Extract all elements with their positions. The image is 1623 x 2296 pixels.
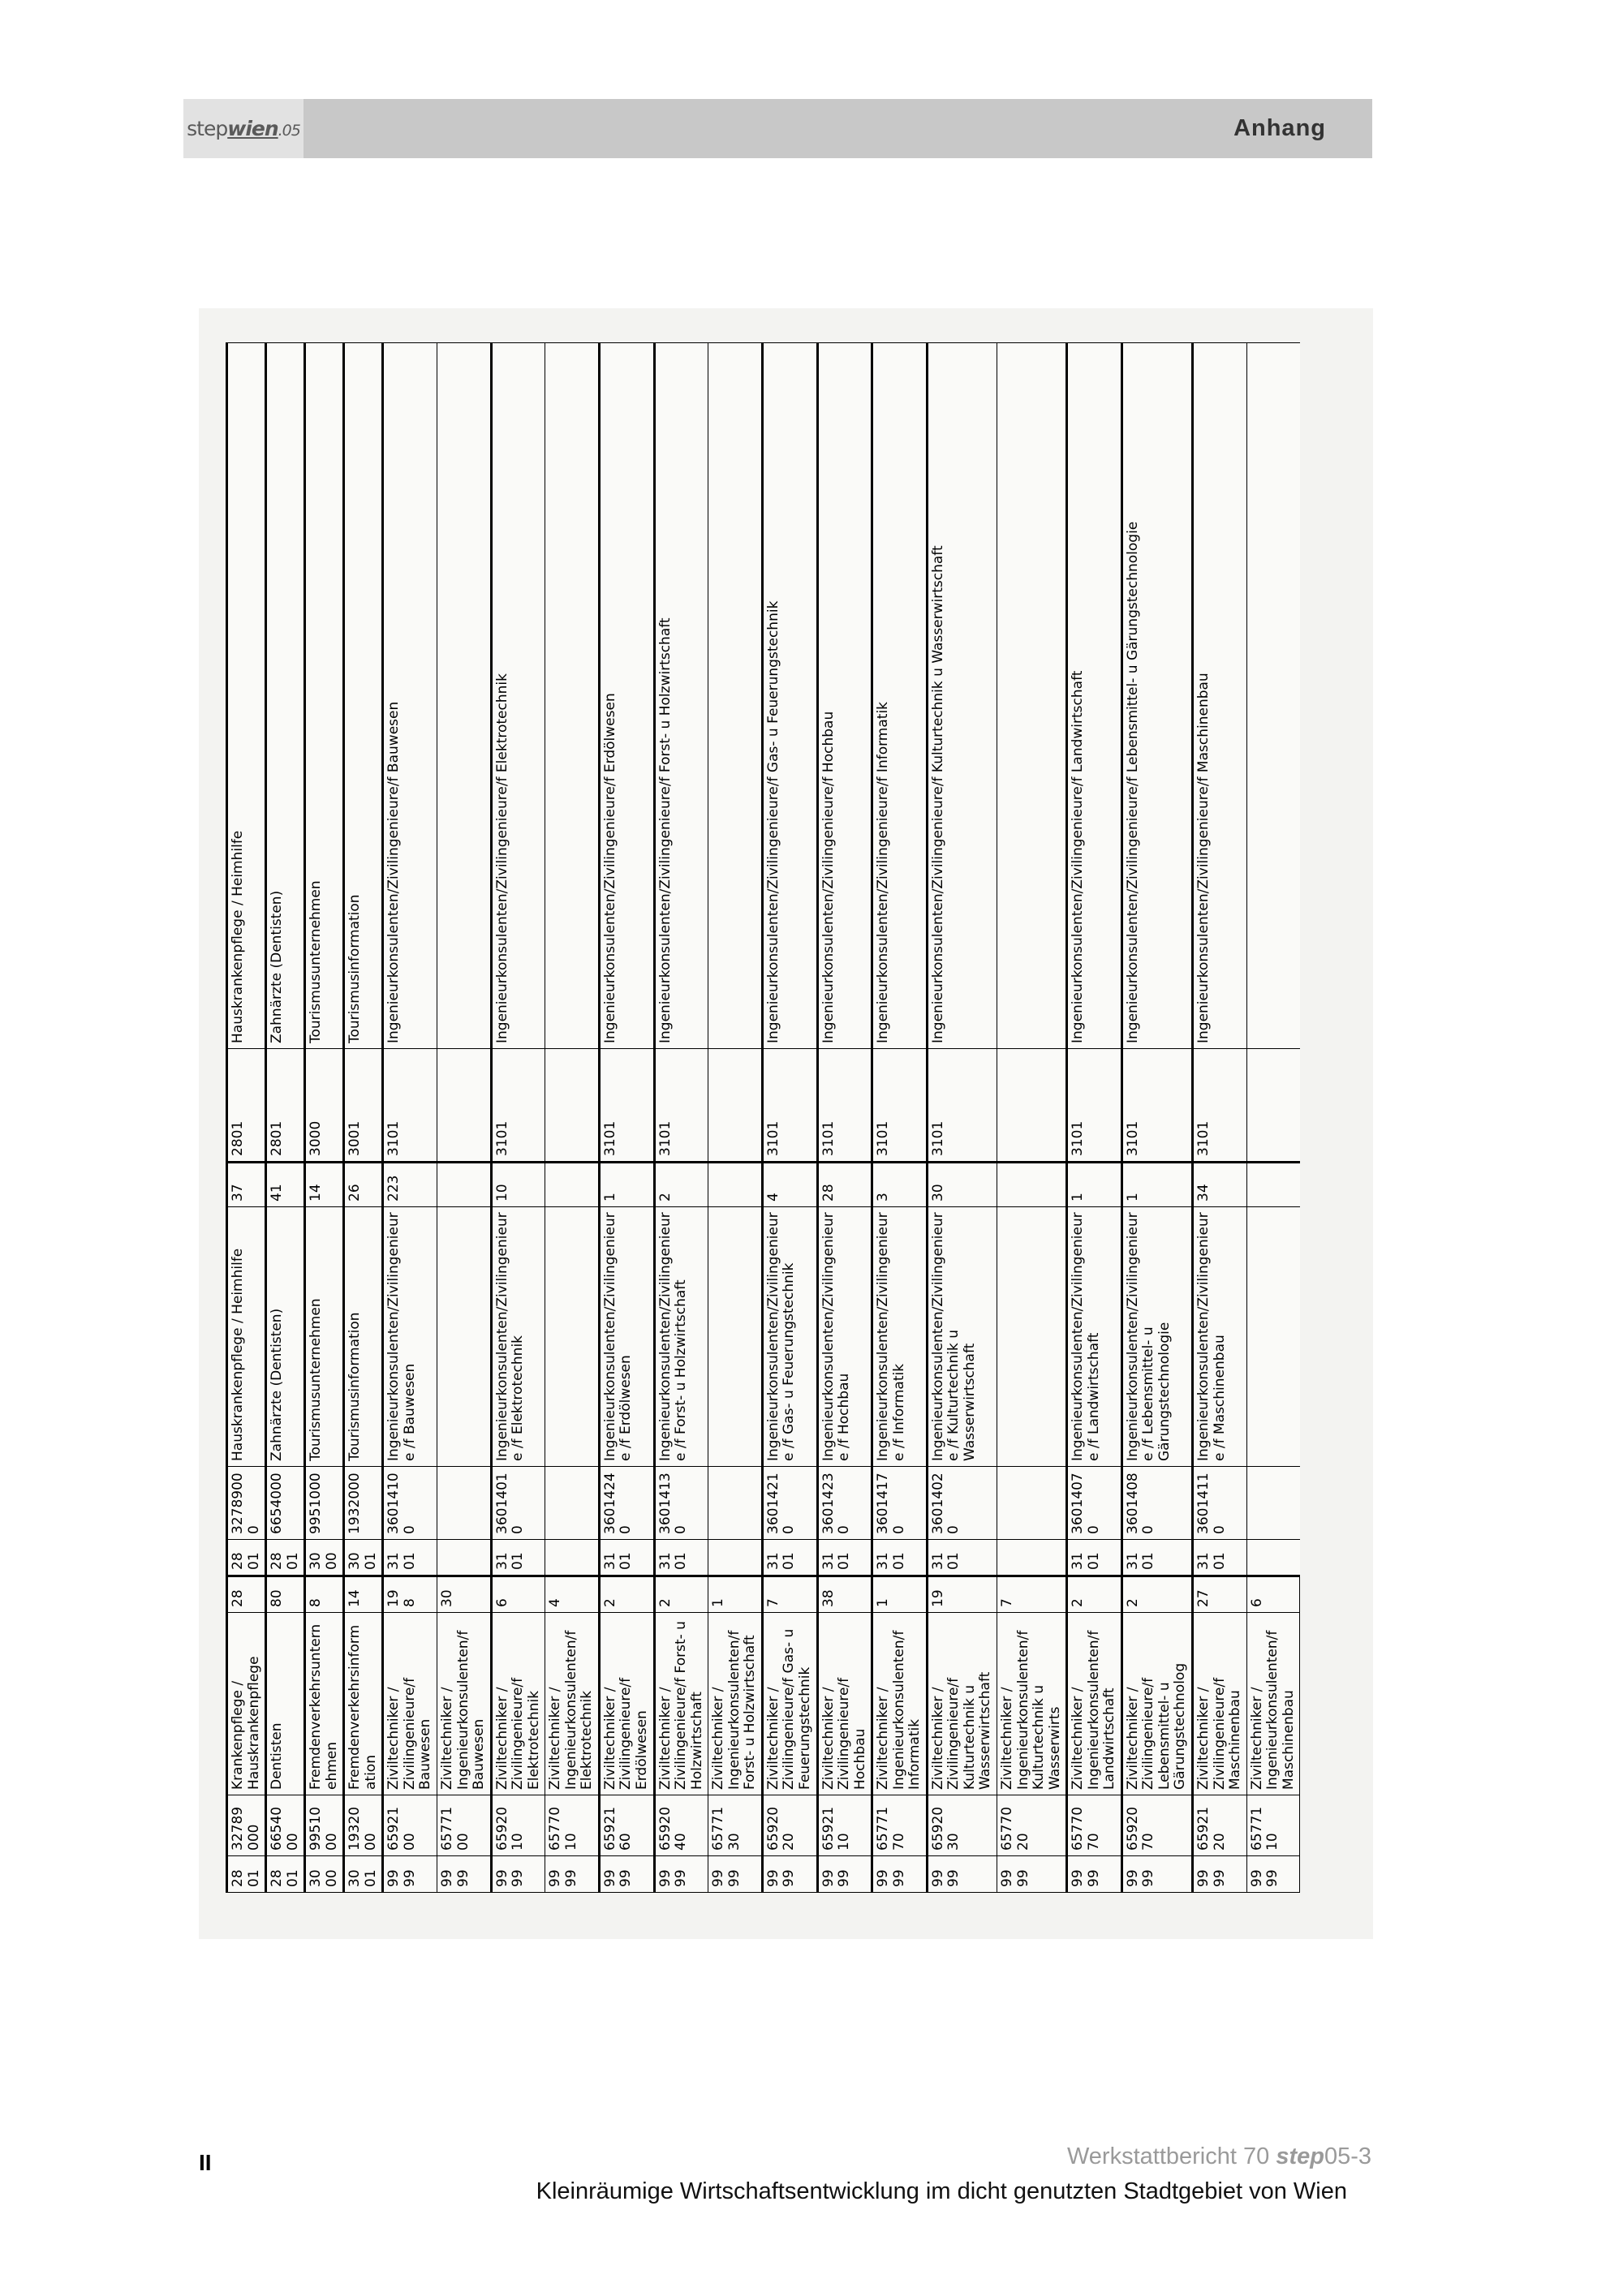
table-cell-c1: 9999 <box>997 1856 1066 1893</box>
table-cell-c5: 3101 <box>1192 1540 1246 1576</box>
logo-version: .05 <box>278 122 300 140</box>
table-cell-c9: 3101 <box>872 1049 928 1163</box>
table-cell-c7: Ingenieurkonsulenten/Zivilingenieure /f Informatik <box>872 1207 928 1467</box>
table-cell-c10: Hauskrankenpflege / Heimhilfe <box>227 343 266 1049</box>
table-cell-c9: 3101 <box>817 1049 872 1163</box>
table-cell-c8: 1 <box>1067 1163 1122 1207</box>
table-cell-c6: 36014080 <box>1121 1467 1192 1540</box>
logo-step: step <box>187 117 228 140</box>
table-cell-c4: 2 <box>599 1576 654 1613</box>
table-cell-c8 <box>437 1163 492 1207</box>
table-cell-c5 <box>1246 1540 1300 1576</box>
table-cell-c2: 6592120 <box>1192 1795 1246 1856</box>
table-row <box>872 343 928 1893</box>
table-cell-c4: 2 <box>1067 1576 1122 1613</box>
table-cell-c4: 6 <box>491 1576 545 1613</box>
table-cell-c5 <box>997 1540 1066 1576</box>
table-cell-c5: 3101 <box>872 1540 928 1576</box>
table-cell-c5: 2801 <box>227 1540 266 1576</box>
table-cell-c3: Ziviltechniker / Zivilingenieure/f Erdölwesen <box>599 1613 654 1795</box>
table-cell-c7: Ingenieurkonsulenten/Zivilingenieure /f Forst- u Holzwirtschaft <box>654 1207 708 1467</box>
table-cell-c1: 3001 <box>344 1856 383 1893</box>
table-cell-c3: Ziviltechniker / Ingenieurkonsulenten/f Elektrotechnik <box>545 1613 600 1795</box>
data-table <box>226 342 1300 1893</box>
table-cell-c2: 6577170 <box>872 1795 928 1856</box>
table-cell-c9: 3101 <box>654 1049 708 1163</box>
table-cell-c4: 2 <box>654 1576 708 1613</box>
table-cell-c5: 3001 <box>344 1540 383 1576</box>
report-step: step <box>1276 2143 1324 2169</box>
table-cell-c4: 6 <box>1246 1576 1300 1613</box>
table-cell-c7 <box>997 1207 1066 1467</box>
table-row <box>1246 343 1300 1893</box>
table-cell-c10: Ingenieurkonsulenten/Zivilingenieure/f Gas- u Feuerungstechnik <box>762 343 817 1049</box>
table-row <box>491 343 545 1893</box>
table-cell-c10 <box>1246 343 1300 1049</box>
table-cell-c10: Ingenieurkonsulenten/Zivilingenieure/f Kulturtechnik u Wasserwirtschaft <box>927 343 997 1049</box>
logo-text <box>187 117 300 140</box>
table-cell-c3: Ziviltechniker / Zivilingenieure/f Gas- u Feuerungstechnik <box>762 1613 817 1795</box>
table-cell-c2: 6577130 <box>708 1795 763 1856</box>
footer-report-line <box>1067 2143 1371 2170</box>
table-cell-c1: 9999 <box>437 1856 492 1893</box>
table-row <box>383 343 437 1893</box>
table-cell-c3: Krankenpflege / Hauskrankenpflege <box>227 1613 266 1795</box>
table-cell-c8: 4 <box>762 1163 817 1207</box>
page-number: II <box>199 2150 212 2175</box>
table-cell-c2: 6577110 <box>1246 1795 1300 1856</box>
table-cell-c10: Ingenieurkonsulenten/Zivilingenieure/f Elektrotechnik <box>491 343 545 1049</box>
table-row <box>227 343 266 1893</box>
table-row <box>1192 343 1246 1893</box>
table-cell-c2: 9951000 <box>305 1795 344 1856</box>
table-cell-c5: 3101 <box>762 1540 817 1576</box>
table-cell-c6 <box>708 1467 763 1540</box>
table-cell-c2: 32789000 <box>227 1795 266 1856</box>
table-cell-c7 <box>545 1207 600 1467</box>
table-cell-c8: 26 <box>344 1163 383 1207</box>
table-cell-c2: 6592020 <box>762 1795 817 1856</box>
table-cell-c3: Fremdenverkehrsunternehmen <box>305 1613 344 1795</box>
table-cell-c10 <box>997 343 1066 1049</box>
table-cell-c1: 9999 <box>1121 1856 1192 1893</box>
table-cell-c4: 4 <box>545 1576 600 1613</box>
table-cell-c9: 3101 <box>1192 1049 1246 1163</box>
table-cell-c5: 3101 <box>491 1540 545 1576</box>
table-cell-c3: Fremdenverkehrsinformation <box>344 1613 383 1795</box>
table-cell-c10: Ingenieurkonsulenten/Zivilingenieure/f Maschinenbau <box>1192 343 1246 1049</box>
table-row <box>654 343 708 1893</box>
table-cell-c6: 36014210 <box>762 1467 817 1540</box>
table-cell-c9: 3101 <box>1067 1049 1122 1163</box>
table-cell-c2: 6592100 <box>383 1795 437 1856</box>
table-cell-c1: 9999 <box>817 1856 872 1893</box>
table-cell-c4: 28 <box>227 1576 266 1613</box>
table-cell-c2: 1932000 <box>344 1795 383 1856</box>
rotated-table-frame <box>221 338 1373 1896</box>
table-cell-c6 <box>545 1467 600 1540</box>
table-cell-c7: Ingenieurkonsulenten/Zivilingenieure /f Maschinenbau <box>1192 1207 1246 1467</box>
table-cell-c6: 36014070 <box>1067 1467 1122 1540</box>
table-cell-c6: 1932000 <box>344 1467 383 1540</box>
table-cell-c10: Ingenieurkonsulenten/Zivilingenieure/f Forst- u Holzwirtschaft <box>654 343 708 1049</box>
table-cell-c10: Ingenieurkonsulenten/Zivilingenieure/f Bauwesen <box>383 343 437 1049</box>
table-cell-c1: 9999 <box>1246 1856 1300 1893</box>
table-cell-c10 <box>708 343 763 1049</box>
table-cell-c5 <box>437 1540 492 1576</box>
table-cell-c6: 6654000 <box>266 1467 305 1540</box>
table-cell-c2: 6592040 <box>654 1795 708 1856</box>
table-cell-c3: Ziviltechniker / Zivilingenieure/f Maschinenbau <box>1192 1613 1246 1795</box>
table-row <box>344 343 383 1893</box>
table-row <box>545 343 600 1893</box>
table-cell-c7: Ingenieurkonsulenten/Zivilingenieure /f Kulturtechnik u Wasserwirtschaft <box>927 1207 997 1467</box>
table-cell-c7: Ingenieurkonsulenten/Zivilingenieure /f Gas- u Feuerungstechnik <box>762 1207 817 1467</box>
table-cell-c4: 30 <box>437 1576 492 1613</box>
table-cell-c3: Dentisten <box>266 1613 305 1795</box>
table-cell-c8: 223 <box>383 1163 437 1207</box>
table-cell-c9: 3101 <box>383 1049 437 1163</box>
table-cell-c4: 38 <box>817 1576 872 1613</box>
table-cell-c8: 34 <box>1192 1163 1246 1207</box>
table-cell-c8: 37 <box>227 1163 266 1207</box>
table-cell-c1: 3000 <box>305 1856 344 1893</box>
table-cell-c2: 6577100 <box>437 1795 492 1856</box>
table-cell-c4: 7 <box>762 1576 817 1613</box>
table-cell-c8 <box>708 1163 763 1207</box>
table-cell-c9 <box>1246 1049 1300 1163</box>
table-cell-c6: 36014170 <box>872 1467 928 1540</box>
table-row <box>762 343 817 1893</box>
table-cell-c4: 8 <box>305 1576 344 1613</box>
stepwien-logo <box>183 99 304 158</box>
table-row <box>305 343 344 1893</box>
table-row <box>927 343 997 1893</box>
table-cell-c7 <box>1246 1207 1300 1467</box>
table-cell-c10: Ingenieurkonsulenten/Zivilingenieure/f Erdölwesen <box>599 343 654 1049</box>
table-cell-c3: Ziviltechniker / Ingenieurkonsulenten/f Kulturtechnik u Wasserwirts <box>997 1613 1066 1795</box>
table-cell-c9 <box>997 1049 1066 1163</box>
table-cell-c3: Ziviltechniker / Zivilingenieure/f Bauwesen <box>383 1613 437 1795</box>
table-cell-c8: 3 <box>872 1163 928 1207</box>
table-cell-c2: 6577070 <box>1067 1795 1122 1856</box>
table-cell-c10: Ingenieurkonsulenten/Zivilingenieure/f Informatik <box>872 343 928 1049</box>
table-cell-c2: 6654000 <box>266 1795 305 1856</box>
table-cell-c1: 9999 <box>762 1856 817 1893</box>
table-cell-c7: Hauskrankenpflege / Heimhilfe <box>227 1207 266 1467</box>
table-cell-c8 <box>997 1163 1066 1207</box>
table-row <box>1067 343 1122 1893</box>
footer-title: Kleinräumige Wirtschaftsentwicklung im dicht genutzten Stadtgebiet von Wien <box>536 2178 1347 2204</box>
table-cell-c1: 9999 <box>654 1856 708 1893</box>
table-cell-c4: 7 <box>997 1576 1066 1613</box>
table-cell-c7 <box>708 1207 763 1467</box>
table-cell-c1: 9999 <box>545 1856 600 1893</box>
table-cell-c8: 1 <box>599 1163 654 1207</box>
table-cell-c8: 41 <box>266 1163 305 1207</box>
table-cell-c6: 36014240 <box>599 1467 654 1540</box>
table-cell-c8: 28 <box>817 1163 872 1207</box>
table-cell-c6 <box>437 1467 492 1540</box>
table-cell-c7: Ingenieurkonsulenten/Zivilingenieure /f Erdölwesen <box>599 1207 654 1467</box>
table-cell-c6: 36014230 <box>817 1467 872 1540</box>
table-cell-c10: Tourismusinformation <box>344 343 383 1049</box>
table-cell-c8: 1 <box>1121 1163 1192 1207</box>
table-cell-c2: 6592070 <box>1121 1795 1192 1856</box>
table-cell-c5: 3101 <box>599 1540 654 1576</box>
table-row <box>997 343 1066 1893</box>
table-cell-c1: 9999 <box>491 1856 545 1893</box>
table-cell-c3: Ziviltechniker / Zivilingenieure/f Hochbau <box>817 1613 872 1795</box>
table-cell-c1: 9999 <box>599 1856 654 1893</box>
table-row <box>1121 343 1192 1893</box>
table-cell-c7: Ingenieurkonsulenten/Zivilingenieure /f Hochbau <box>817 1207 872 1467</box>
table-cell-c4: 14 <box>344 1576 383 1613</box>
table-cell-c10: Ingenieurkonsulenten/Zivilingenieure/f Landwirtschaft <box>1067 343 1122 1049</box>
table-cell-c3: Ziviltechniker / Ingenieurkonsulenten/f Landwirtschaft <box>1067 1613 1122 1795</box>
table-cell-c1: 2801 <box>266 1856 305 1893</box>
table-cell-c5: 3000 <box>305 1540 344 1576</box>
table-cell-c6: 36014110 <box>1192 1467 1246 1540</box>
table-cell-c9: 3101 <box>1121 1049 1192 1163</box>
table-cell-c5: 3101 <box>1067 1540 1122 1576</box>
table-cell-c5 <box>545 1540 600 1576</box>
table-cell-c8: 14 <box>305 1163 344 1207</box>
table-cell-c5: 3101 <box>1121 1540 1192 1576</box>
table-cell-c7: Ingenieurkonsulenten/Zivilingenieure /f Bauwesen <box>383 1207 437 1467</box>
rotated-table-content <box>221 338 1373 1896</box>
table-cell-c3: Ziviltechniker / Zivilingenieure/f Forst- u Holzwirtschaft <box>654 1613 708 1795</box>
table-cell-c9: 3101 <box>927 1049 997 1163</box>
table-cell-c3: Ziviltechniker / Ingenieurkonsulenten/f Maschinenbau <box>1246 1613 1300 1795</box>
table-cell-c1: 9999 <box>872 1856 928 1893</box>
table-cell-c7: Zahnärzte (Dentisten) <box>266 1207 305 1467</box>
table-row <box>708 343 763 1893</box>
report-suffix: 05-3 <box>1324 2143 1371 2169</box>
table-cell-c9: 3001 <box>344 1049 383 1163</box>
table-row <box>599 343 654 1893</box>
table-body <box>227 343 1300 1893</box>
table-cell-c3: Ziviltechniker / Ingenieurkonsulenten/f Informatik <box>872 1613 928 1795</box>
table-cell-c4: 1 <box>872 1576 928 1613</box>
table-cell-c9: 3101 <box>762 1049 817 1163</box>
table-cell-c7: Ingenieurkonsulenten/Zivilingenieure /f Elektrotechnik <box>491 1207 545 1467</box>
table-cell-c8: 2 <box>654 1163 708 1207</box>
table-cell-c9: 3000 <box>305 1049 344 1163</box>
table-cell-c4: 1 <box>708 1576 763 1613</box>
table-cell-c7: Tourismusunternehmen <box>305 1207 344 1467</box>
table-cell-c10: Ingenieurkonsulenten/Zivilingenieure/f Lebensmittel- u Gärungstechnologie <box>1121 343 1192 1049</box>
table-cell-c5: 3101 <box>654 1540 708 1576</box>
table-cell-c7: Tourismusinformation <box>344 1207 383 1467</box>
table-cell-c9 <box>545 1049 600 1163</box>
table-cell-c9: 2801 <box>227 1049 266 1163</box>
table-cell-c4: 198 <box>383 1576 437 1613</box>
table-cell-c2: 6592010 <box>491 1795 545 1856</box>
table-cell-c1: 2801 <box>227 1856 266 1893</box>
table-cell-c6: 36014100 <box>383 1467 437 1540</box>
table-cell-c8: 10 <box>491 1163 545 1207</box>
table-cell-c6 <box>997 1467 1066 1540</box>
table-cell-c2: 6592030 <box>927 1795 997 1856</box>
table-cell-c10 <box>545 343 600 1049</box>
table-row <box>817 343 872 1893</box>
table-cell-c9: 3101 <box>491 1049 545 1163</box>
table-cell-c2: 6577010 <box>545 1795 600 1856</box>
table-cell-c2: 6592110 <box>817 1795 872 1856</box>
table-cell-c4: 19 <box>927 1576 997 1613</box>
logo-wien: wien <box>227 117 278 140</box>
table-cell-c6: 9951000 <box>305 1467 344 1540</box>
table-cell-c1: 9999 <box>1192 1856 1246 1893</box>
table-cell-c6: 32789000 <box>227 1467 266 1540</box>
table-cell-c7 <box>437 1207 492 1467</box>
table-cell-c9 <box>437 1049 492 1163</box>
table-cell-c2: 6577020 <box>997 1795 1066 1856</box>
table-cell-c8: 30 <box>927 1163 997 1207</box>
table-cell-c6: 36014020 <box>927 1467 997 1540</box>
table-cell-c5 <box>708 1540 763 1576</box>
table-cell-c3: Ziviltechniker / Zivilingenieure/f Elektrotechnik <box>491 1613 545 1795</box>
table-cell-c1: 9999 <box>708 1856 763 1893</box>
table-cell-c7: Ingenieurkonsulenten/Zivilingenieure /f Landwirtschaft <box>1067 1207 1122 1467</box>
report-prefix: Werkstattbericht 70 <box>1066 2143 1276 2169</box>
table-row <box>266 343 305 1893</box>
table-cell-c4: 2 <box>1121 1576 1192 1613</box>
table-cell-c6: 36014010 <box>491 1467 545 1540</box>
table-cell-c5: 3101 <box>927 1540 997 1576</box>
table-cell-c3: Ziviltechniker / Ingenieurkonsulenten/f Bauwesen <box>437 1613 492 1795</box>
table-cell-c10: Ingenieurkonsulenten/Zivilingenieure/f Hochbau <box>817 343 872 1049</box>
table-cell-c1: 9999 <box>927 1856 997 1893</box>
table-cell-c9: 2801 <box>266 1049 305 1163</box>
table-cell-c5: 2801 <box>266 1540 305 1576</box>
table-cell-c3: Ziviltechniker / Zivilingenieure/f Lebensmittel- u Gärungstechnolog <box>1121 1613 1192 1795</box>
table-cell-c3: Ziviltechniker / Ingenieurkonsulenten/f Forst- u Holzwirtschaft <box>708 1613 763 1795</box>
table-cell-c1: 9999 <box>383 1856 437 1893</box>
table-cell-c6: 36014130 <box>654 1467 708 1540</box>
table-cell-c10: Zahnärzte (Dentisten) <box>266 343 305 1049</box>
table-cell-c4: 80 <box>266 1576 305 1613</box>
table-cell-c5: 3101 <box>817 1540 872 1576</box>
table-cell-c5: 3101 <box>383 1540 437 1576</box>
table-cell-c10 <box>437 343 492 1049</box>
table-cell-c10: Tourismusunternehmen <box>305 343 344 1049</box>
table-cell-c9: 3101 <box>599 1049 654 1163</box>
table-cell-c1: 9999 <box>1067 1856 1122 1893</box>
table-cell-c8 <box>1246 1163 1300 1207</box>
table-cell-c9 <box>708 1049 763 1163</box>
table-row <box>437 343 492 1893</box>
section-title: Anhang <box>1233 115 1326 141</box>
table-cell-c4: 27 <box>1192 1576 1246 1613</box>
header-bar <box>183 99 1372 158</box>
table-cell-c2: 6592160 <box>599 1795 654 1856</box>
table-cell-c6 <box>1246 1467 1300 1540</box>
table-cell-c7: Ingenieurkonsulenten/Zivilingenieure /f Lebensmittel- u Gärungstechnologie <box>1121 1207 1192 1467</box>
table-cell-c8 <box>545 1163 600 1207</box>
table-cell-c3: Ziviltechniker / Zivilingenieure/f Kulturtechnik u Wasserwirtschaft <box>927 1613 997 1795</box>
